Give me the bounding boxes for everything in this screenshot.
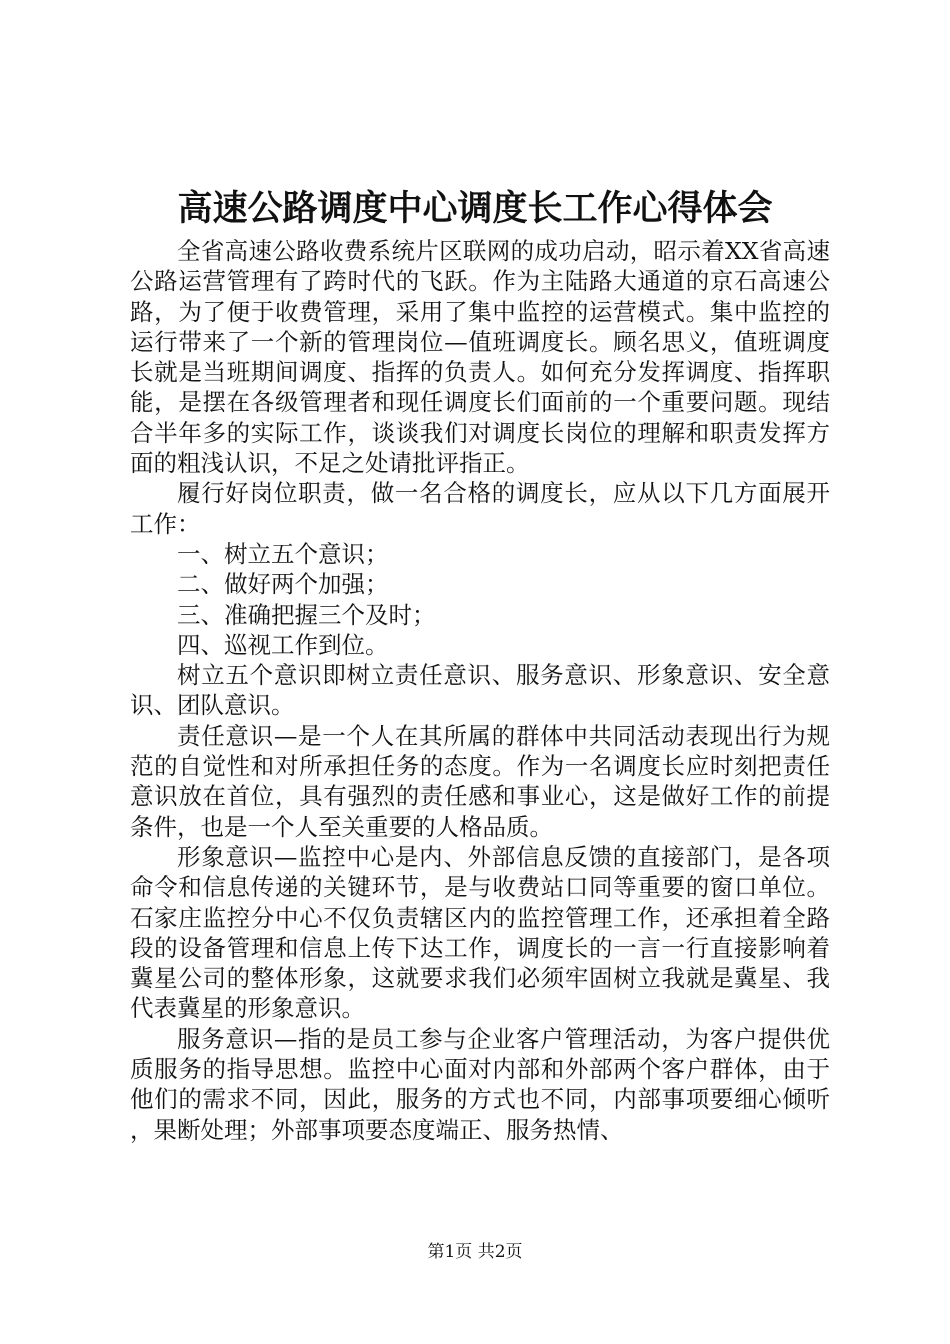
document-body	[130, 236, 830, 1145]
paragraph-image: 形象意识—监控中心是内、外部信息反馈的直接部门，是各项命令和信息传递的关键环节，是与收费站口同等重要的窗口单位。石家庄监控分中心不仅负责辖区内的监控管理工作，还承担着全路段的设备管理和信息上传下达工作，调度长的一言一行直接影响着冀星公司的整体形象，这就要求我们必须牢固树立我就是冀星、我代表冀星的形象意识。	[130, 842, 830, 1023]
paragraph-responsibility: 责任意识—是一个人在其所属的群体中共同活动表现出行为规范的自觉性和对所承担任务的态度。作为一名调度长应时刻把责任意识放在首位，具有强烈的责任感和事业心，这是做好工作的前提条件，也是一个人至关重要的人格品质。	[130, 721, 830, 841]
list-item-one: 一、树立五个意识；	[177, 539, 389, 568]
document-title: 高速公路调度中心调度长工作心得体会	[177, 188, 773, 229]
paragraph-service: 服务意识—指的是员工参与企业客户管理活动，为客户提供优质服务的指导思想。监控中心面对内部和外部两个客户群体，由于他们的需求不同，因此，服务的方式也不同，内部事项要细心倾听，果断处理；外部事项要态度端正、服务热情、	[130, 1024, 830, 1144]
list-item-two: 二、做好两个加强；	[177, 570, 389, 599]
list-item-three: 三、准确把握三个及时；	[177, 600, 436, 629]
paragraph-five-awareness: 树立五个意识即树立责任意识、服务意识、形象意识、安全意识、团队意识。	[130, 661, 830, 720]
paragraph-intro: 全省高速公路收费系统片区联网的成功启动，昭示着XX省高速公路运营管理有了跨时代的飞跃。作为主陆路大通道的京石高速公路，为了便于收费管理，采用了集中监控的运营模式。集中监控的运行带来了一个新的管理岗位—值班调度长。顾名思义，值班调度长就是当班期间调度、指挥的负责人。如何充分发挥调度、指挥职能，是摆在各级管理者和现任调度长们面前的一个重要问题。现结合半年多的实际工作，谈谈我们对调度长岗位的理解和职责发挥方面的粗浅认识，不足之处请批评指正。	[130, 237, 830, 478]
page-footer: 第1页 共2页	[427, 1242, 523, 1262]
list-item-four: 四、巡视工作到位。	[177, 630, 389, 659]
paragraph-duties-intro: 履行好岗位职责，做一名合格的调度长，应从以下几方面展开工作：	[130, 479, 830, 538]
